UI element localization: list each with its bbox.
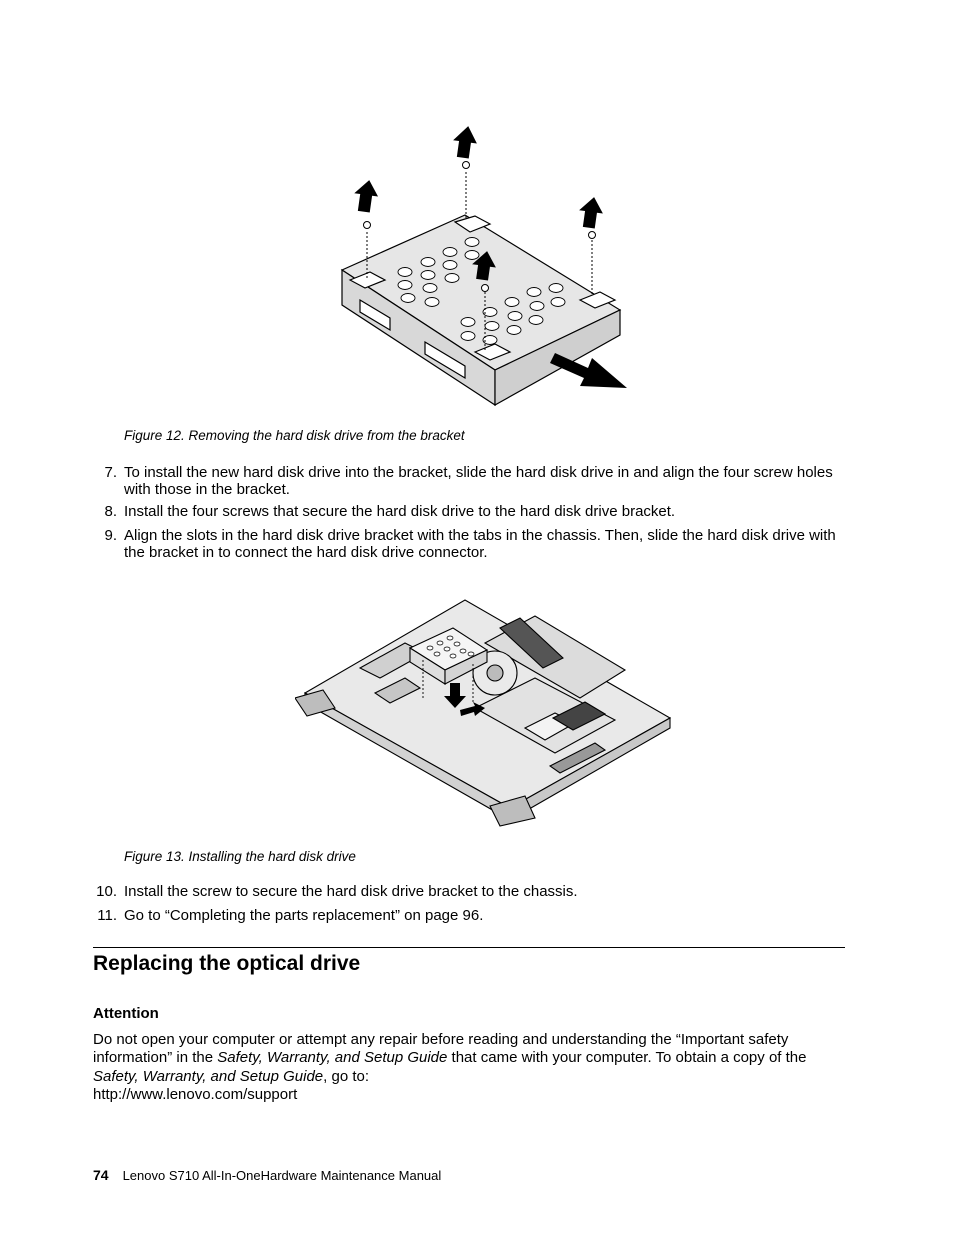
step-text: Align the slots in the hard disk drive bracket with the tabs in the chassis. Then, slide the hard disk drive with the bracket in to connect the hard disk drive connector. <box>124 527 836 561</box>
step-text: Go to “Completing the parts replacement” on page 96. <box>124 907 484 924</box>
figure-12-illustration <box>330 120 640 410</box>
manual-title: Lenovo S710 All-In-OneHardware Maintenance Manual <box>122 1168 442 1183</box>
step-text: Install the screw to secure the hard disk drive bracket to the chassis. <box>124 883 578 900</box>
step-text: Install the four screws that secure the hard disk drive to the hard disk drive bracket. <box>124 503 676 520</box>
list-item <box>93 527 853 561</box>
attention-paragraph <box>93 1031 853 1105</box>
list-item <box>93 464 853 498</box>
section-divider <box>93 947 845 948</box>
step-number: 8. <box>104 503 117 520</box>
list-item <box>93 907 853 924</box>
hdd-bracket-drawing <box>330 120 640 410</box>
chassis-drawing <box>295 598 675 828</box>
guide-name: Safety, Warranty, and Setup Guide <box>93 1067 324 1085</box>
para-text: , go to: <box>323 1067 370 1085</box>
figure-12-caption: Figure 12. Removing the hard disk drive from the bracket <box>124 428 465 443</box>
support-url[interactable]: http://www.lenovo.com/support <box>93 1086 298 1104</box>
step-number: 9. <box>104 527 117 544</box>
para-text: that came with your computer. To obtain a copy of the <box>447 1049 807 1067</box>
page-number: 74 <box>93 1167 109 1183</box>
figure-13-illustration <box>295 598 675 828</box>
para-text: Do not open your computer or attempt any repair before reading and understanding the “Important safety information” in the <box>93 1031 789 1067</box>
figure-13-caption: Figure 13. Installing the hard disk drive <box>124 849 356 864</box>
step-text: To install the new hard disk drive into the bracket, slide the hard disk drive in and align the four screw holes with those in the bracket. <box>124 464 833 498</box>
list-item <box>93 503 853 520</box>
step-number: 7. <box>104 464 117 481</box>
section-title: Replacing the optical drive <box>93 952 361 975</box>
step-number: 11. <box>97 907 117 924</box>
list-item <box>93 883 853 900</box>
guide-name: Safety, Warranty, and Setup Guide <box>217 1049 448 1067</box>
step-number: 10. <box>96 883 117 900</box>
attention-label: Attention <box>93 1005 159 1022</box>
page-footer <box>93 1167 441 1183</box>
